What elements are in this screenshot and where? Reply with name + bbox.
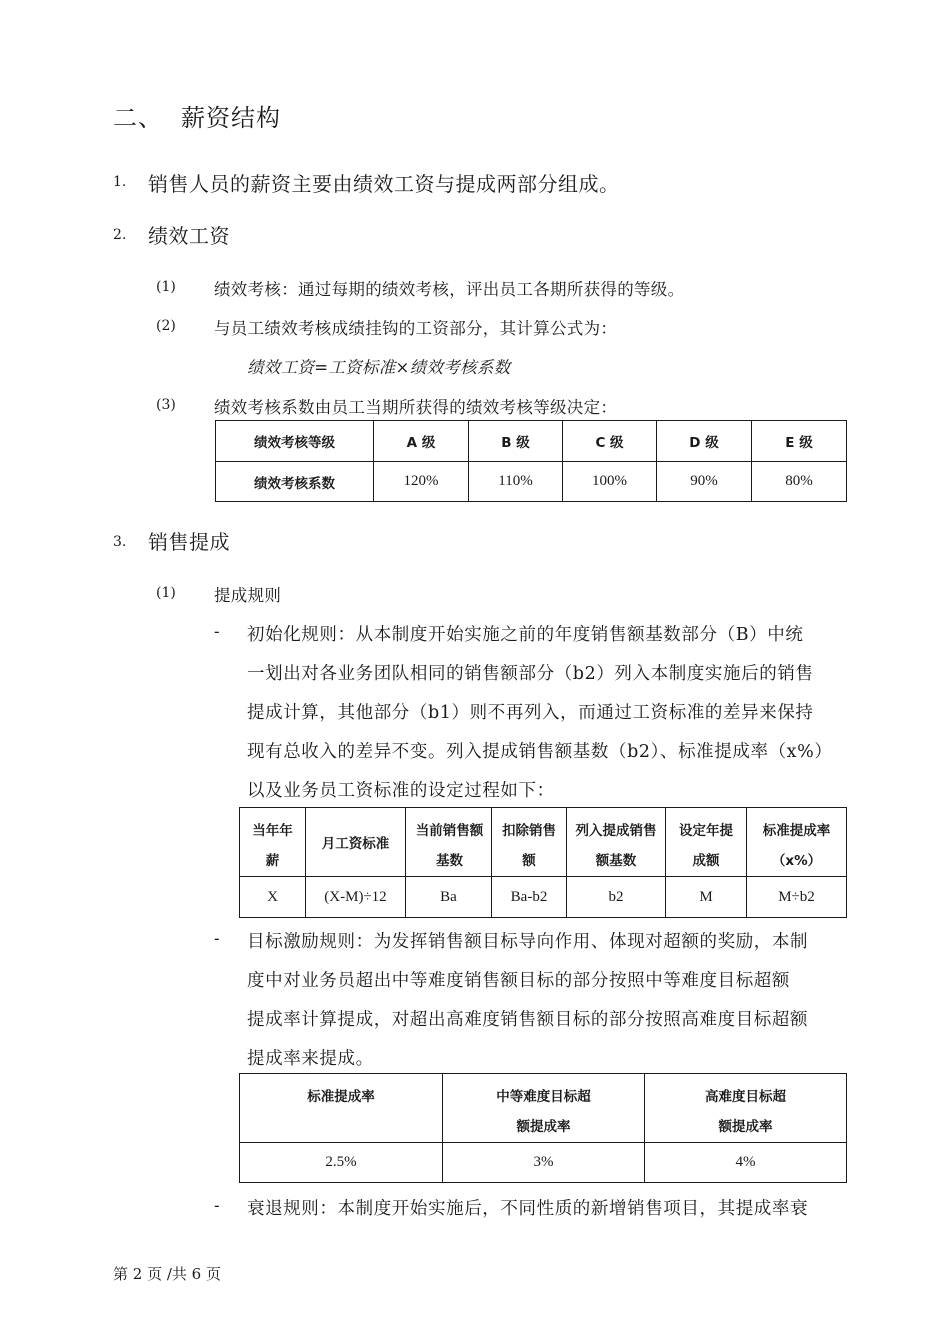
table-row [240, 1074, 847, 1143]
table-row [240, 808, 847, 877]
rule1-line: 以及业务员工资标准的设定过程如下： [247, 781, 555, 801]
table-row [240, 877, 847, 918]
table-header-cell: 标准提成率（x%） [747, 808, 847, 877]
rule1-line: 现有总收入的差异不变。列入提成销售额基数（b2）、标准提成率（x%） [247, 742, 833, 762]
table-cell: E 级 [752, 421, 847, 462]
item2-sub1-text: 绩效考核：通过每期的绩效考核，评出员工各期所获得的等级。 [214, 280, 685, 299]
table-row [216, 421, 847, 462]
table-cell: 3% [443, 1143, 645, 1183]
section-title: 薪资结构 [181, 104, 281, 132]
rule2-line: 提成率来提成。 [247, 1049, 374, 1069]
table-cell: C 级 [563, 421, 657, 462]
performance-pay-formula: 绩效工资=工资标准×绩效考核系数 [247, 358, 511, 377]
commission-setup-table [239, 807, 847, 918]
rule1-line: 提成计算，其他部分（b1）则不再列入，而通过工资标准的差异来保持 [247, 703, 814, 723]
rule1-line: 一划出对各业务团队相同的销售额部分（b2）列入本制度实施后的销售 [247, 664, 814, 684]
rule1-bullet: - [214, 622, 220, 641]
item1-number: 1. [113, 174, 127, 190]
rule3-line: 衰退规则：本制度开始实施后，不同性质的新增销售项目，其提成率衰 [247, 1199, 809, 1219]
table-cell: 100% [563, 462, 657, 502]
item3-sub1-number: (1) [156, 585, 176, 601]
item2-sub2-text: 与员工绩效考核成绩挂钩的工资部分，其计算公式为： [214, 319, 618, 338]
table-cell: Ba-b2 [492, 877, 567, 918]
table-header-cell: 月工资标准 [306, 808, 406, 877]
table-cell: A 级 [374, 421, 469, 462]
item2-sub1-number: (1) [156, 279, 176, 295]
rule2-line: 度中对业务员超出中等难度销售额目标的部分按照中等难度目标超额 [247, 971, 790, 991]
table-cell: M [666, 877, 747, 918]
excess-commission-table [239, 1073, 847, 1183]
table-header-cell: 设定年提成额 [666, 808, 747, 877]
table-cell: M÷b2 [747, 877, 847, 918]
item1-text: 销售人员的薪资主要由绩效工资与提成两部分组成。 [148, 172, 620, 196]
table-cell: X [240, 877, 306, 918]
item2-sub2-number: (2) [156, 318, 176, 334]
table-header-cell: 中等难度目标超额提成率 [443, 1074, 645, 1143]
table-header-cell: 高难度目标超额提成率 [645, 1074, 847, 1143]
table-cell: b2 [567, 877, 666, 918]
table-header-cell: 列入提成销售额基数 [567, 808, 666, 877]
table-cell: Ba [406, 877, 492, 918]
table-header-cell: 当前销售额基数 [406, 808, 492, 877]
item3-number: 3. [113, 534, 127, 550]
item3-title: 销售提成 [148, 530, 230, 554]
item2-title: 绩效工资 [148, 224, 230, 248]
table-cell: 90% [657, 462, 752, 502]
table-cell: D 级 [657, 421, 752, 462]
table-cell: 110% [469, 462, 563, 502]
item2-number: 2. [113, 227, 127, 243]
table-row [240, 1143, 847, 1183]
rule1-line: 初始化规则：从本制度开始实施之前的年度销售额基数部分（B）中统 [247, 625, 804, 645]
table-cell: B 级 [469, 421, 563, 462]
table-cell: 绩效考核等级 [216, 421, 374, 462]
item2-sub3-text: 绩效考核系数由员工当期所获得的绩效考核等级决定： [214, 398, 618, 417]
page-footer: 第 2 页 /共 6 页 [113, 1265, 221, 1283]
item2-sub3-number: (3) [156, 397, 176, 413]
section-number: 二、 [113, 104, 163, 132]
table-header-cell: 扣除销售额 [492, 808, 567, 877]
table-header-cell: 标准提成率 [240, 1074, 443, 1143]
table-cell: 2.5% [240, 1143, 443, 1183]
item3-sub1-text: 提成规则 [214, 586, 282, 605]
table-cell: 绩效考核系数 [216, 462, 374, 502]
rule2-bullet: - [214, 929, 220, 948]
rule2-line: 目标激励规则：为发挥销售额目标导向作用、体现对超额的奖励，本制 [247, 932, 809, 952]
table-cell: 4% [645, 1143, 847, 1183]
table-cell: 80% [752, 462, 847, 502]
rule3-bullet: - [214, 1196, 220, 1215]
performance-grade-table [215, 420, 847, 502]
table-row [216, 462, 847, 502]
table-cell: (X-M)÷12 [306, 877, 406, 918]
table-header-cell: 当年年薪 [240, 808, 306, 877]
table-cell: 120% [374, 462, 469, 502]
rule2-line: 提成率计算提成，对超出高难度销售额目标的部分按照高难度目标超额 [247, 1010, 809, 1030]
